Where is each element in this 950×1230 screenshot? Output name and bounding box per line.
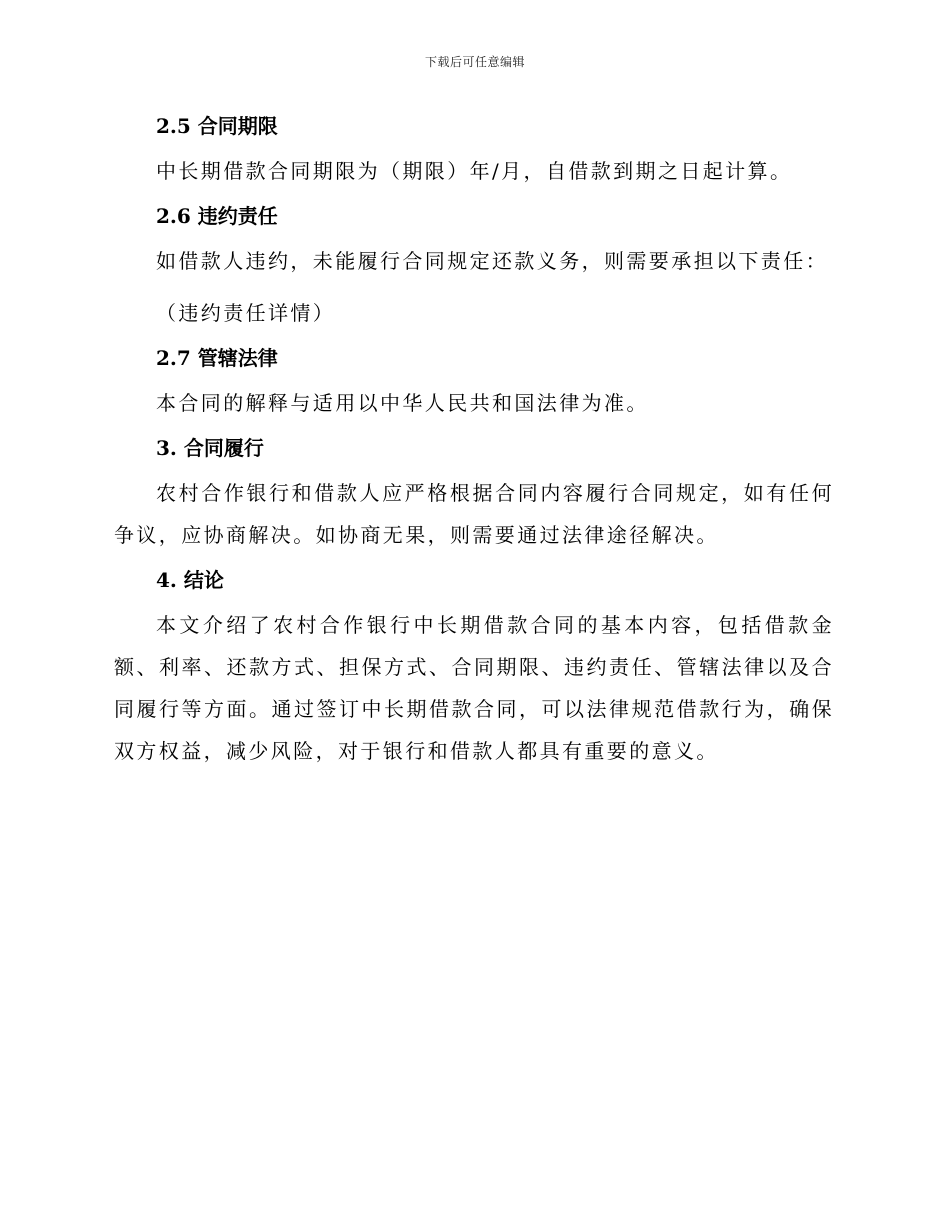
section-heading-4: 4. 结论 [156,568,224,592]
paragraph-4-1: 本文介绍了农村合作银行中长期借款合同的基本内容，包括借款金额、利率、还款方式、担保方式、合同期限、违约责任、管辖法律以及合同履行等方面。通过签订中长期借款合同，可以法律规范借款行为，确保双方权益，减少风险，对于银行和借款人都具有重要的意义。 [114,613,834,763]
section-heading-2-7: 2.7 管辖法律 [156,346,278,370]
paragraph-2-5-1: 中长期借款合同期限为（期限）年/月，自借款到期之日起计算。 [156,159,793,183]
section-heading-2-5: 2.5 合同期限 [156,114,278,138]
section-heading-2-6: 2.6 违约责任 [156,204,278,228]
paragraph-2-6-1: 如借款人违约，未能履行合同规定还款义务，则需要承担以下责任： [156,249,828,273]
page-header: 下载后可任意编辑 [424,55,525,69]
document-body [114,110,834,772]
section-heading-3: 3. 合同履行 [156,436,264,460]
paragraph-3-1: 农村合作银行和借款人应严格根据合同内容履行合同规定，如有任何争议，应协商解决。如协商无果，则需要通过法律途径解决。 [114,481,834,547]
paragraph-2-6-2: （违约责任详情） [156,301,336,325]
paragraph-2-7-1: 本合同的解释与适用以中华人民共和国法律为准。 [156,391,649,415]
